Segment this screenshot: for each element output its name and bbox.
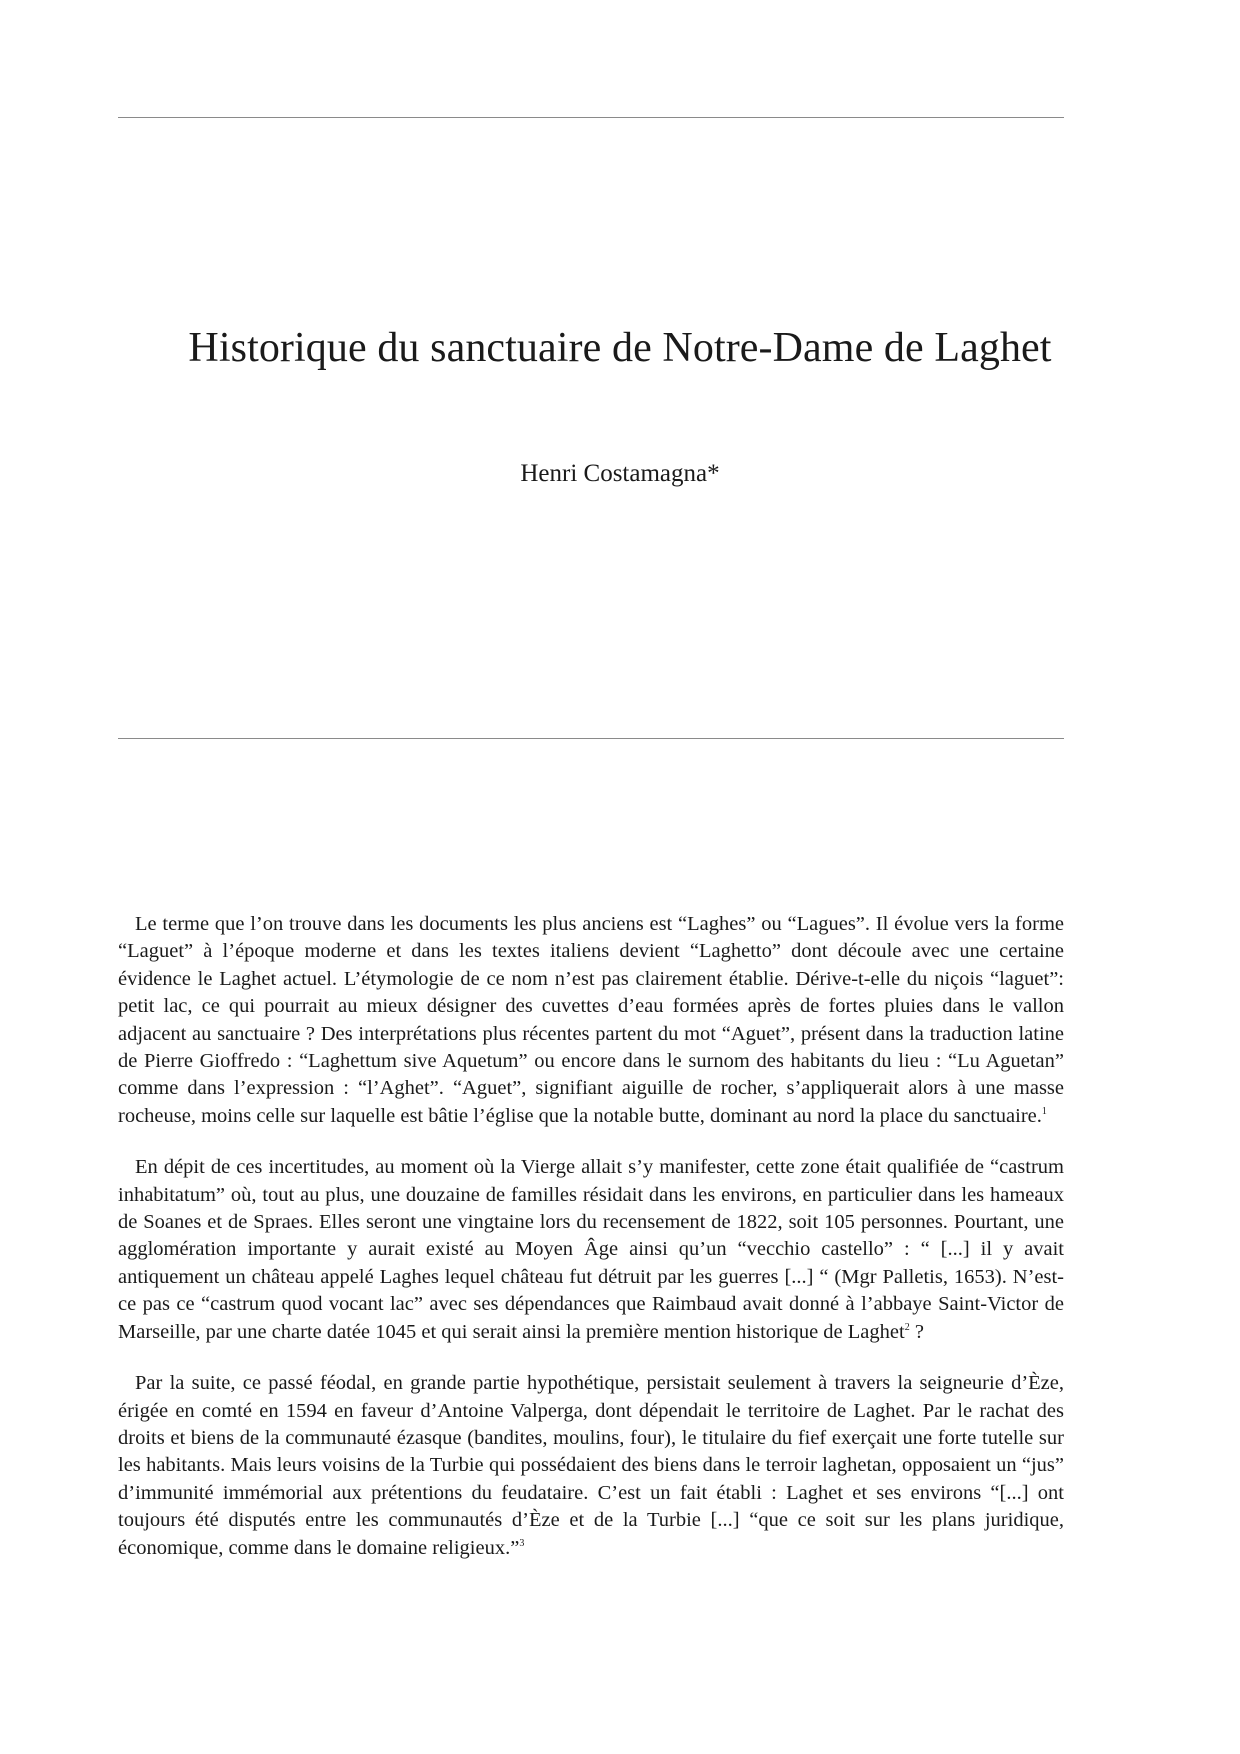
paragraph-text: En dépit de ces incertitudes, au moment où la Vierge allait s’y manifester, cette zone était qualifiée de “castrum inhabitatum” où, tout au plus, une douzaine de familles résidait dans les environs, en particulier dans les hameaux de Soanes et de Spraes. Elles seront une vingtaine lors du recensement de 1822, soit 105 personnes. Pourtant, une agglomération importante y aurait existé au Moyen Âge ainsi qu’un “vecchio castello” : “ [...] il y avait antiquement un château appelé Laghes lequel château fut détruit par les guerres [...] “ (Mgr Palletis, 1653). N’est-ce pas ce “castrum quod vocant lac” avec ses dépendances que Raimbaud avait donné à l’abbaye Saint-Victor de Marseille, par une charte datée 1045 et qui serait ainsi la première mention historique de Laghet — [118, 1156, 1064, 1343]
top-rule — [118, 117, 1064, 118]
footnote-ref-2[interactable]: 2 — [904, 1321, 910, 1333]
paragraph-tail: ? — [909, 1320, 924, 1343]
article-body — [118, 911, 1064, 1562]
header-bottom-rule — [118, 738, 1064, 739]
footnote-ref-3[interactable]: 3 — [519, 1537, 525, 1549]
paragraph-etymology — [118, 911, 1064, 1130]
article-author: Henri Costamagna* — [520, 460, 720, 487]
paragraph-castrum — [118, 1154, 1064, 1346]
paragraph-text: Le terme que l’on trouve dans les documents les plus anciens est “Laghes” ou “Lagues”. Il évolue vers la forme “Laguet” à l’époque moderne et dans les textes italiens devient “Laghetto” dont découle avec une certaine évidence le Laghet actuel. L’étymologie de ce nom n’est pas clairement établie. Dérive-t-elle du niçois “laguet”: petit lac, ce qui pourrait au mieux désigner des cuvettes d’eau formées après de fortes pluies dans le vallon adjacent au sanctuaire ? Des interprétations plus récentes partent du mot “Aguet”, présent dans la traduction latine de Pierre Gioffredo : “Laghettum sive Aquetum” ou encore dans le surnom des habitants du lieu : “Lu Aguetan” comme dans l’expression : “l’Aghet”. “Aguet”, signifiant aiguille de rocher, s’appliquerait alors à une masse rocheuse, moins celle sur laquelle est bâtie l’église que la notable butte, dominant au nord la place du sanctuaire. — [118, 913, 1064, 1127]
footnote-ref-1[interactable]: 1 — [1041, 1106, 1047, 1118]
paragraph-feudal — [118, 1370, 1064, 1562]
paragraph-text: Par la suite, ce passé féodal, en grande partie hypothétique, persistait seulement à travers la seigneurie d’Èze, érigée en comté en 1594 en faveur d’Antoine Valperga, dont dépendait le territoire de Laghet. Par le rachat des droits et biens de la communauté ézasque (bandites, moulins, four), le titulaire du fief exerçait une forte tutelle sur les habitants. Mais leurs voisins de la Turbie qui possédaient des biens dans le terroir laghetan, opposaient un “jus” d’immunité immémorial aux prétentions du feudataire. C’est un fait établi : Laghet et ses environs “[...] ont toujours été disputés entre les communautés d’Èze et de la Turbie [...] “que ce soit sur les plans juridique, économique, comme dans le domaine religieux.” — [118, 1372, 1064, 1559]
article-title: Historique du sanctuaire de Notre-Dame de Laghet — [188, 325, 1052, 371]
